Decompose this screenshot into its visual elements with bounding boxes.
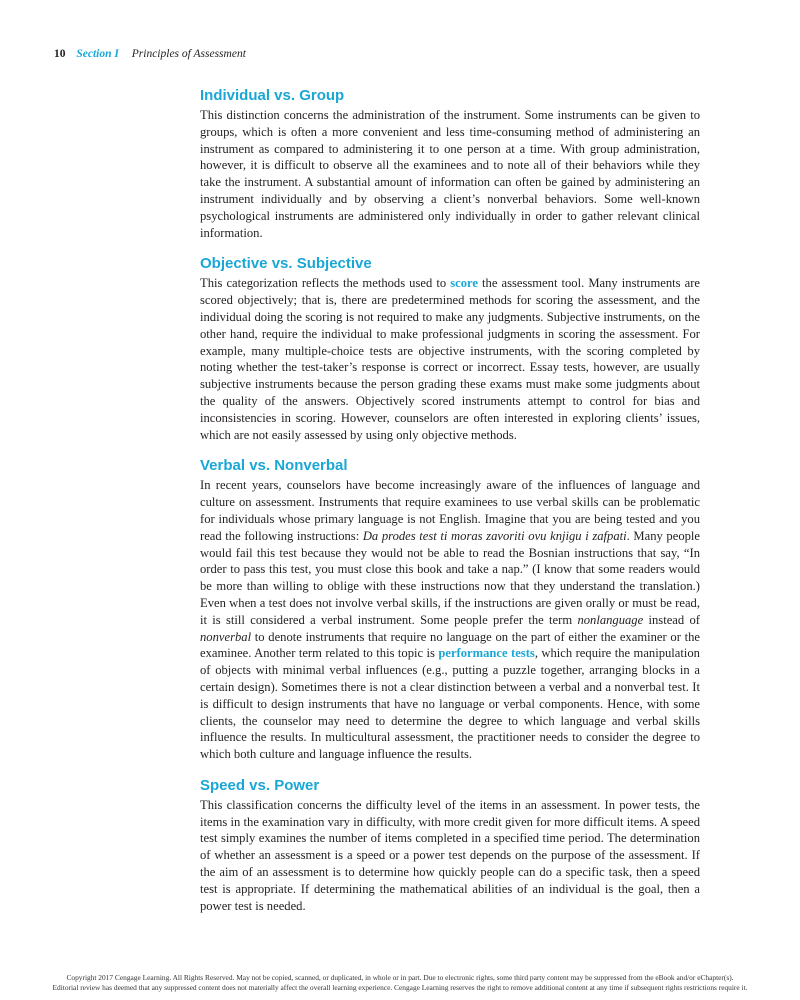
- section-label: Section I: [76, 48, 119, 60]
- glossary-term-score: score: [450, 276, 478, 291]
- section-title: Principles of Assessment: [131, 48, 246, 60]
- bosnian-instructions: Da prodes test ti moras zavoriti ovu knjigu i zafpati: [362, 528, 627, 543]
- section-objective-vs-subjective: [200, 254, 700, 443]
- section-verbal-vs-nonverbal: [200, 456, 700, 763]
- paragraph-individual-vs-group: This distinction concerns the administration of the instrument. Some instruments can be given to groups, which is often a more convenient and less time-consuming method of administering an instrument as compared to administering it to one person at a time. With group administration, however, it is difficult to observe all the examinees and to note all of their behaviors while they take the instrument. A substantial amount of information can often be gained by administering an instrument individually and by observing a client’s nonverbal behaviors. Some well-known psychological instruments are administered only individually in order to gather relevant clinical information.: [200, 108, 700, 240]
- glossary-term-performance-tests: performance tests: [438, 646, 535, 661]
- term-nonlanguage: nonlanguage: [577, 612, 644, 627]
- heading-individual-vs-group: Individual vs. Group: [200, 87, 345, 104]
- term-nonverbal: nonverbal: [200, 629, 252, 644]
- text-run: In recent years, counselors have become increasingly aware of the influences of language and culture on assessment. Instruments that require examinees to use verbal skills can be problematic for individuals whose primary language is not English. Imagine that you are being tested and you read the following instructions:: [200, 478, 700, 543]
- heading-verbal-vs-nonverbal: Verbal vs. Nonverbal: [200, 457, 348, 475]
- footer-line-2: Editorial review has deemed that any suppressed content does not materially affect the overall learning experience. Cengage Learning reserves the right to remove additional content at any time if subsequent rights restrictions require it.: [52, 982, 748, 992]
- heading-speed-vs-power: Speed vs. Power: [200, 776, 320, 794]
- text-run: the assessment tool. Many instruments are scored objectively; that is, there are predetermined methods for scoring the assessment, and the individual doing the scoring is not required to make any judgments. Subjective instruments, on the other hand, require the individual to make professional judgments in scoring the assessment. For example, many multiple-choice tests are objective instruments, with the scoring completed by noting whether the test-taker’s response is correct or incorrect. Essay tests, however, are usually subjective instruments because the person grading these exams must make some judgments about the quality of the answers. Objectively scored instruments attempt to control for bias and inconsistencies in scoring. However, counselors are often interested in exploring clients’ issues, which are not easily assessed by using only objective methods.: [200, 276, 700, 442]
- paragraph-verbal-vs-nonverbal: [200, 477, 700, 763]
- footer-line-1: Copyright 2017 Cengage Learning. All Rights Reserved. May not be copied, scanned, or duplicated, in whole or in part. Due to electronic rights, some third party content may be suppressed from the eBook and/or eChapter(s).: [66, 973, 734, 982]
- text-run: . Many people would fail this test because they would not be able to read the Bosnian instructions that say, “In order to pass this test, you must close this book and take a nap.” (I know that some readers would be more than willing to oblige with these instructions now that they understand the translation.) Even when a test does not involve verbal skills, if the instructions are given orally or must be read, it is still considered a verbal instrument. Some people prefer the term: [200, 528, 701, 627]
- page-body: [200, 86, 700, 914]
- running-head: [54, 47, 246, 61]
- text-run: instead of: [643, 612, 700, 627]
- copyright-footer: [0, 973, 800, 992]
- text-run: to denote instruments that require no language on the part of either the examiner or the examinee. Another term related to this topic is: [200, 629, 700, 661]
- text-run: This categorization reflects the methods used to: [200, 276, 451, 291]
- section-individual-vs-group: [200, 86, 700, 241]
- paragraph-objective-vs-subjective: [200, 275, 700, 443]
- section-speed-vs-power: [200, 776, 700, 915]
- paragraph-speed-vs-power: This classification concerns the difficulty level of the items in an assessment. In power tests, the items in the examination vary in difficulty, with more credit given for more difficult items. A speed test simply examines the number of items completed in a specified time period. The determination of whether an assessment is a speed or a power test depends on the purpose of the assessment. If the aim of an assessment is to determine how quickly people can do a specific task, then a speed test is appropriate. If determining the mathematical abilities of an individual is the goal, then a power test is needed.: [200, 797, 700, 913]
- page-number: 10: [54, 48, 66, 60]
- heading-objective-vs-subjective: Objective vs. Subjective: [200, 255, 372, 273]
- text-run: , which require the manipulation of objects with minimal verbal influences (e.g., putting a puzzle together, arranging blocks in a certain design). Sometimes there is not a clear distinction between a verbal and a nonverbal test. It is difficult to design instruments that have no language or verbal components. Hence, with some clients, the counselor may need to determine the degree to which language and verbal skills influence the results. In multicultural assessment, the practitioner needs to consider the degree to which both culture and language influence the results.: [200, 646, 700, 762]
